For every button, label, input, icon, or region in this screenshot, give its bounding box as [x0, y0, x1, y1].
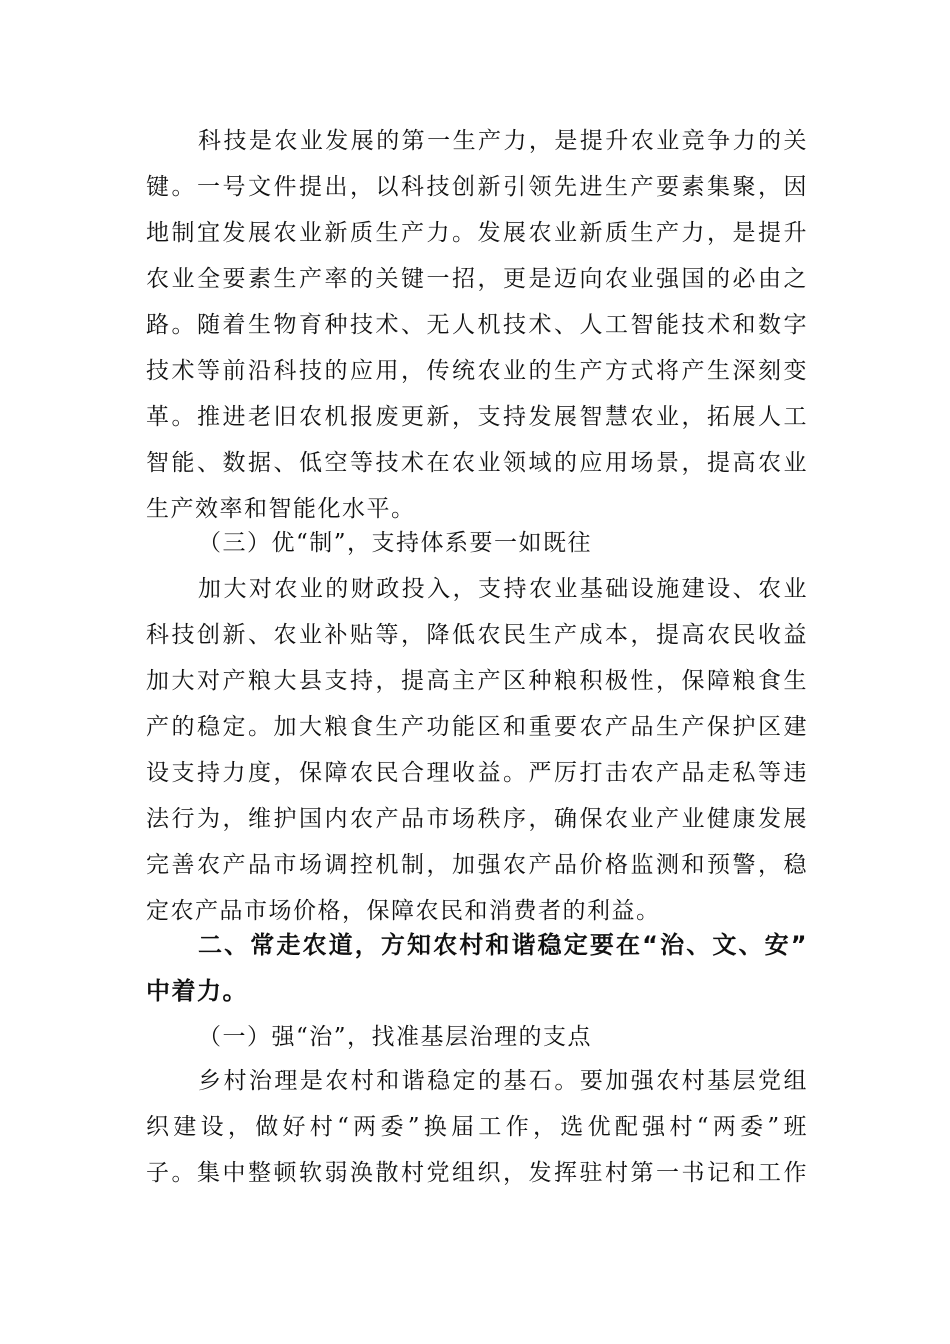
section-heading	[146, 922, 808, 1014]
text-line: 路。随着生物育种技术、无人机技术、人工智能技术和数字	[146, 312, 808, 338]
paragraph-governance	[146, 1058, 808, 1196]
text-line: 科技是农业发展的第一生产力，是提升农业竞争力的关	[198, 128, 808, 154]
subheading-three	[146, 520, 808, 566]
text-line: 农业全要素生产率的关键一招，更是迈向农业强国的必由之	[146, 266, 808, 292]
text-line: 法行为，维护国内农产品市场秩序，确保农业产业健康发展	[146, 806, 808, 832]
heading-text: 二、常走农道，方知农村和谐稳定要在“治、文、安”	[198, 931, 808, 959]
text-line: 键。一号文件提出，以科技创新引领先进生产要素集聚，因	[146, 174, 808, 200]
text-line: 生产效率和智能化水平。	[146, 496, 416, 522]
subheading-one	[146, 1014, 808, 1060]
text-line: 革。推进老旧农机报废更新，支持发展智慧农业，拓展人工	[146, 404, 808, 430]
text-line: 科技创新、农业补贴等，降低农民生产成本，提高农民收益	[146, 622, 808, 648]
text-line: 子。集中整顿软弱涣散村党组织，发挥驻村第一书记和工作	[146, 1160, 808, 1186]
text-line: 产的稳定。加大粮食生产功能区和重要农产品生产保护区建	[146, 714, 808, 740]
paragraph-finance	[146, 566, 808, 934]
paragraph-technology	[146, 118, 808, 532]
text-line: 设支持力度，保障农民合理收益。严厉打击农产品走私等违	[146, 760, 808, 786]
text-line: 技术等前沿科技的应用，传统农业的生产方式将产生深刻变	[146, 358, 808, 384]
text-line: 定农产品市场价格，保障农民和消费者的利益。	[146, 898, 661, 924]
subheading-text: （三）优“制”，支持体系要一如既往	[198, 530, 593, 556]
text-line: 地制宜发展农业新质生产力。发展农业新质生产力，是提升	[146, 220, 808, 246]
heading-text: 中着力。	[146, 977, 248, 1005]
text-line: 完善农产品市场调控机制，加强农产品价格监测和预警，稳	[146, 852, 808, 878]
text-line: 织建设，做好村“两委”换届工作，选优配强村“两委”班	[146, 1114, 808, 1140]
text-line: 乡村治理是农村和谐稳定的基石。要加强农村基层党组	[198, 1068, 808, 1094]
text-line: 加大对农业的财政投入，支持农业基础设施建设、农业	[198, 576, 808, 602]
text-line: 智能、数据、低空等技术在农业领域的应用场景，提高农业	[146, 450, 808, 476]
subheading-text: （一）强“治”，找准基层治理的支点	[198, 1024, 593, 1050]
text-line: 加大对产粮大县支持，提高主产区种粮积极性，保障粮食生	[146, 668, 808, 694]
